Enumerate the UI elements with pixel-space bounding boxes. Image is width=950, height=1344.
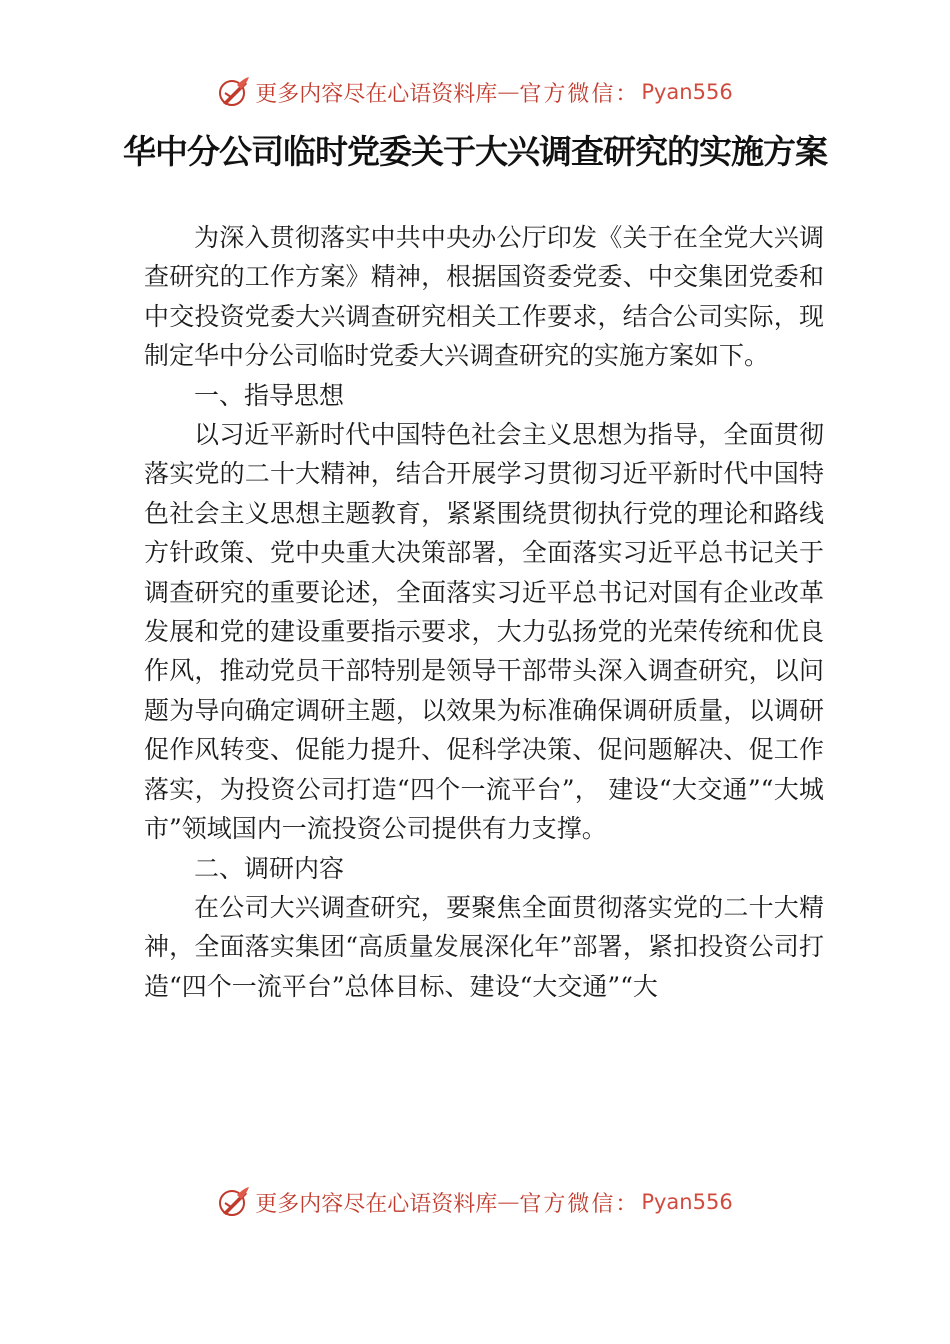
- banner-separator: —: [497, 79, 520, 105]
- header-banner: [0, 72, 950, 112]
- banner-site-name: 更多内容尽在心语资料库: [255, 81, 498, 107]
- section-paragraph-research-content: 在公司大兴调查研究，要聚焦全面贯彻落实党的二十大精神，全面落实集团“高质量发展深化年”部署，紧扣投资公司打造“四个一流平台”总体目标、建设“大交通”“大: [144, 892, 824, 1001]
- section-heading-guiding-thought: 一、指导思想: [194, 380, 345, 410]
- footer-banner: [0, 1182, 950, 1222]
- quill-pen-icon: [217, 75, 251, 109]
- section-paragraph-guiding-thought: 以习近平新时代中国特色社会主义思想为指导，全面贯彻落实党的二十大精神，结合开展学习贯彻习近平新时代中国特色社会主义思想主题教育，紧紧围绕贯彻执行党的理论和路线方针政策、党中央重大决策部署，全面落实习近平总书记关于调查研究的重要论述，全面落实习近平总书记对国有企业改革发展和党的建设重要指示要求，大力弘扬党的光荣传统和优良作风，推动党员干部特别是领导干部带头深入调查研究，以问题为导向确定调研主题，以效果为标准确保调研质量，以调研促作风转变、促能力提升、促科学决策、促问题解决、促工作落实，为投资公司打造“四个一流平台”， 建设“大交通”“大城市”领域国内一流投资公司提供有力支撑。: [144, 420, 824, 844]
- document-title: 华中分公司临时党委关于大兴调查研究的实施方案: [123, 132, 827, 171]
- intro-paragraph: 为深入贯彻落实中共中央办公厅印发《关于在全党大兴调查研究的工作方案》精神，根据国资委党委、中交集团党委和中交投资党委大兴调查研究相关工作要求，结合公司实际，现制定华中分公司临时党委大兴调查研究的实施方案如下。: [144, 223, 824, 371]
- footer-account: Pyan556: [641, 1190, 733, 1214]
- footer-wechat-label: 官方微信：: [519, 1191, 640, 1217]
- banner-account: Pyan556: [641, 80, 733, 104]
- footer-site-name: 更多内容尽在心语资料库: [255, 1191, 498, 1217]
- document-body: [144, 218, 824, 1006]
- quill-pen-icon: [217, 1185, 251, 1219]
- footer-separator: —: [497, 1189, 520, 1215]
- section-heading-research-content: 二、调研内容: [194, 853, 345, 883]
- banner-wechat-label: 官方微信：: [519, 81, 640, 107]
